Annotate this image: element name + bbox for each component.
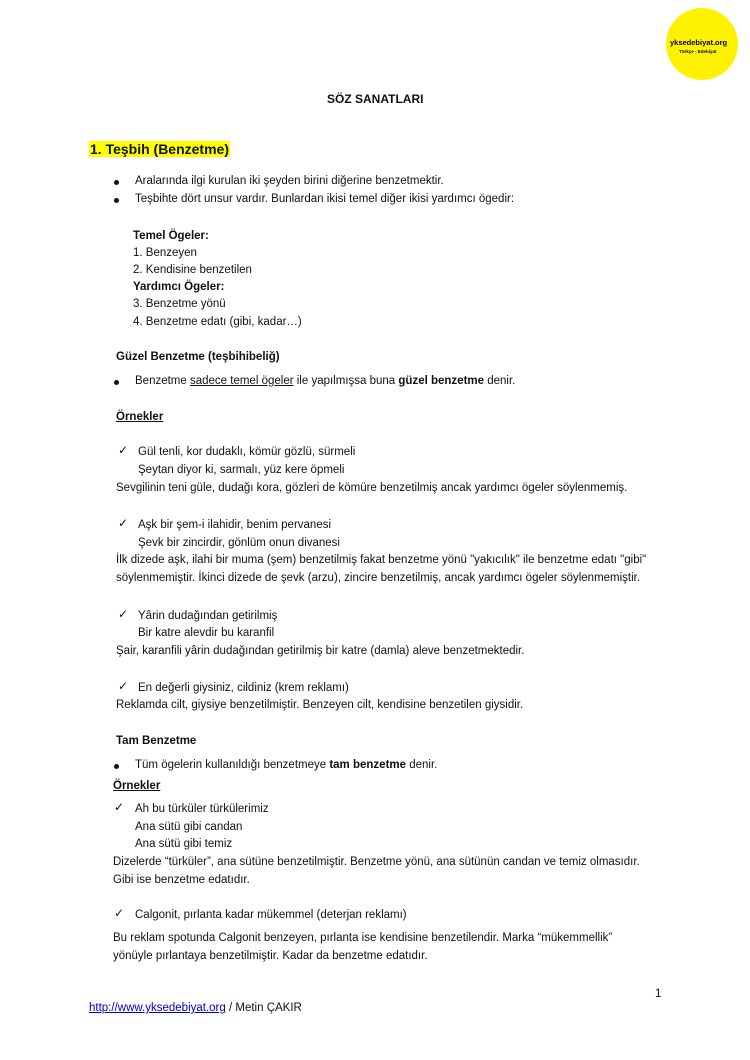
check-icon: ✓	[114, 906, 125, 920]
text-span: Tüm ögelerin kullanıldığı benzetmeye	[135, 759, 330, 771]
guzel-definition	[135, 375, 515, 387]
document-title: SÖZ SANATLARI	[327, 92, 424, 106]
temel-label: Temel Ögeler:	[133, 230, 209, 242]
explanation: Şair, karanfili yârin dudağından getirilmiş bir katre (damla) aleve benzetmektedir.	[116, 645, 525, 657]
check-icon: ✓	[114, 800, 125, 814]
logo-subtitle: Türkçe - Edebiyat	[679, 49, 717, 54]
verse-line: Bir katre alevdir bu karanfil	[138, 627, 275, 639]
tam-heading: Tam Benzetme	[116, 735, 197, 747]
check-icon: ✓	[118, 607, 129, 621]
underlined-text: sadece temel ögeler	[189, 375, 294, 387]
verse-line: Şevk bir zincirdir, gönlüm onun divanesi	[138, 537, 340, 549]
text-span: denir.	[406, 759, 438, 771]
list-item: 2. Kendisine benzetilen	[133, 264, 252, 276]
verse-line: Gül tenli, kor dudaklı, kömür gözlü, sürmeli	[138, 446, 356, 458]
verse-line: Şeytan diyor ki, sarmalı, yüz kere öpmeli	[138, 464, 345, 476]
check-icon: ✓	[118, 443, 129, 457]
explanation: Reklamda cilt, giysiye benzetilmiştir. Benzeyen cilt, kendisine benzetilen giysidir.	[116, 699, 524, 711]
text-span: Benzetme	[135, 375, 190, 387]
footer	[89, 1002, 302, 1014]
footer-author: / Metin ÇAKIR	[225, 1002, 302, 1014]
verse-line: Yârin dudağından getirilmiş	[138, 610, 278, 622]
explanation: yönüyle pırlantaya benzetilmiştir. Kadar da benzetme edatıdır.	[113, 950, 428, 962]
text-span: denir.	[484, 375, 516, 387]
explanation: İlk dizede aşk, ilahi bir muma (şem) benzetilmiş fakat benzetme yönü "yakıcılık" ile benzetme edatı "gibi"	[116, 554, 647, 566]
explanation: Bu reklam spotunda Calgonit benzeyen, pırlanta ise kendisine benzetilendir. Marka “mükemmellik”	[113, 932, 613, 944]
page-number: 1	[655, 988, 662, 1000]
explanation: Gibi ise benzetme edatıdır.	[113, 874, 250, 886]
verse-line: Calgonit, pırlanta kadar mükemmel (deterjan reklamı)	[135, 909, 407, 921]
list-item: 1. Benzeyen	[133, 247, 197, 259]
bullet-icon	[114, 380, 119, 385]
explanation: söylenmemiştir. İkinci dizede de şevk (arzu), zincire benzetilmiş, ancak yardımcı ögeler söylenmemiştir.	[116, 572, 641, 584]
verse-line: Aşk bir şem-i ilahidir, benim pervanesi	[138, 519, 332, 531]
yardimci-label: Yardımcı Ögeler:	[133, 281, 225, 293]
bullet-icon	[114, 180, 119, 185]
verse-line: En değerli giysiniz, cildiniz (krem reklamı)	[138, 682, 349, 694]
bullet-text: Aralarında ilgi kurulan iki şeyden birini diğerine benzetmektir.	[135, 175, 444, 187]
text-span: ile yapılmışsa buna	[293, 375, 399, 387]
check-icon: ✓	[118, 516, 129, 530]
bullet-icon	[114, 764, 119, 769]
list-item: 4. Benzetme edatı (gibi, kadar…)	[133, 316, 302, 328]
bullet-icon	[114, 198, 119, 203]
section-heading	[89, 141, 230, 157]
explanation: Dizelerde “türküler”, ana sütüne benzetilmiştir. Benzetme yönü, ana sütünün candan ve temiz olmasıdır.	[113, 856, 640, 868]
logo-title: yksedebiyat.org	[670, 38, 728, 47]
verse-line: Ana sütü gibi candan	[135, 821, 243, 833]
bullet-text: Teşbihte dört unsur vardır. Bunlardan ikisi temel diğer ikisi yardımcı ögedir:	[135, 193, 515, 205]
explanation: Sevgilinin teni güle, dudağı kora, gözleri de kömüre benzetilmiş ancak yardımcı ögeler söylenmemiş.	[116, 482, 628, 494]
check-icon: ✓	[118, 679, 129, 693]
ornekler-label: Örnekler	[113, 780, 161, 792]
bold-term: tam benzetme	[329, 759, 407, 771]
guzel-heading: Güzel Benzetme (teşbihibeliğ)	[116, 351, 280, 363]
verse-line: Ana sütü gibi temiz	[135, 838, 233, 850]
list-item: 3. Benzetme yönü	[133, 298, 226, 310]
bold-term: güzel benzetme	[398, 375, 485, 387]
tam-definition	[135, 759, 437, 771]
verse-line: Ah bu türküler türkülerimiz	[135, 803, 269, 815]
ornekler-label: Örnekler	[116, 411, 164, 423]
website-link[interactable]: http://www.yksedebiyat.org	[89, 1002, 226, 1014]
teshbih-heading: 1. Teşbih (Benzetme)	[90, 141, 229, 157]
